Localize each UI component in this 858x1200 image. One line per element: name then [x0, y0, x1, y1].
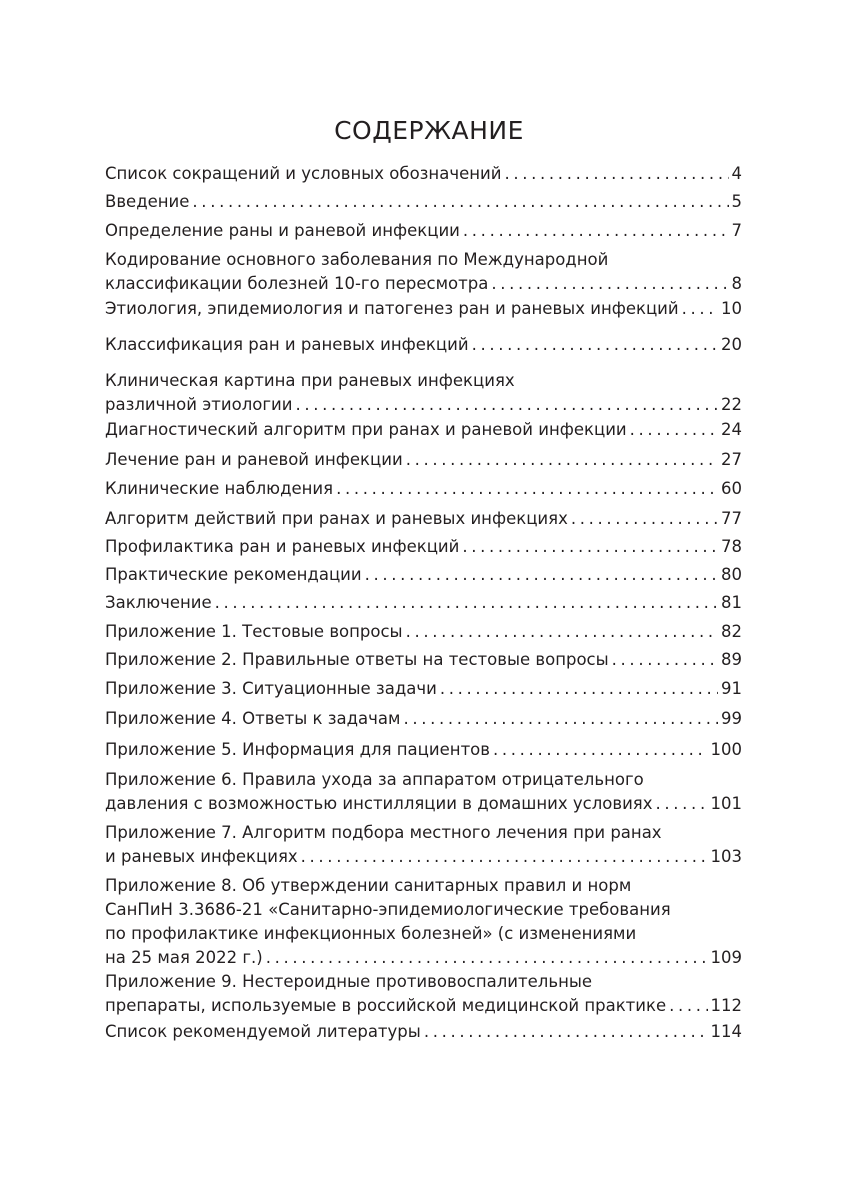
- dot-leader: [571, 507, 718, 531]
- dot-leader: [472, 333, 718, 357]
- toc-entry[interactable]: [105, 738, 742, 762]
- dot-leader: [192, 190, 728, 214]
- dot-leader: [406, 448, 718, 472]
- dot-leader: [462, 535, 718, 559]
- toc-entry-row: [105, 393, 742, 417]
- toc-entry[interactable]: [105, 297, 742, 321]
- toc-entry[interactable]: [105, 563, 742, 587]
- page-number: 81: [721, 593, 742, 612]
- toc-entry-row: [105, 1020, 742, 1044]
- toc-entry-title-line: Приложение 1. Тестовые вопросы: [105, 622, 403, 641]
- toc-entry-title-line: Приложение 9. Нестероидные противовоспалительные: [105, 972, 593, 991]
- toc-entry-row: [105, 845, 742, 869]
- toc-entry-title-line: Кодирование основного заболевания по Международной: [105, 250, 609, 269]
- toc-entry-row: [105, 648, 742, 672]
- toc-entry-title-line: давления с возможностью инстилляции в домашних условиях: [105, 794, 653, 813]
- toc-entry[interactable]: [105, 1020, 742, 1044]
- toc-entry-title-line: Список сокращений и условных обозначений: [105, 164, 502, 183]
- page-number: 99: [721, 709, 742, 728]
- toc-entry-row: [105, 477, 742, 501]
- toc-entry[interactable]: [105, 333, 742, 357]
- page-number: 7: [731, 221, 742, 240]
- toc-entry-title-line: Классификация ран и раневых инфекций: [105, 335, 469, 354]
- toc-entry-row: [105, 707, 742, 731]
- page-title: СОДЕРЖАНИЕ: [334, 116, 524, 145]
- toc-entry-title-line: Практические рекомендации: [105, 565, 362, 584]
- toc-entry-title-line: Список рекомендуемой литературы: [105, 1022, 421, 1041]
- dot-leader: [656, 792, 708, 816]
- page-number: 4: [731, 164, 742, 183]
- toc-entry-title-line: СанПиН 3.3686-21 «Санитарно-эпидемиологические требования: [105, 900, 671, 919]
- toc-entry-title-line: Клинические наблюдения: [105, 479, 334, 498]
- toc-entry-row: [105, 507, 742, 531]
- toc-entry-row: [105, 448, 742, 472]
- toc-entry-row: [105, 792, 742, 816]
- toc-entry-row: [105, 162, 742, 186]
- page-number: 80: [721, 565, 742, 584]
- toc-entry-row: [105, 190, 742, 214]
- toc-entry-title-line: Приложение 5. Информация для пациентов: [105, 740, 490, 759]
- dot-leader: [493, 738, 708, 762]
- toc-entry[interactable]: [105, 162, 742, 186]
- toc-entry[interactable]: [105, 970, 742, 1018]
- toc-entry-title-line: Алгоритм действий при ранах и раневых инфекциях: [105, 509, 568, 528]
- toc-entry[interactable]: [105, 768, 742, 816]
- dot-leader: [669, 994, 707, 1018]
- page-number: 24: [721, 420, 742, 439]
- page-number: 109: [710, 948, 742, 967]
- toc-entry-title-line: Приложение 4. Ответы к задачам: [105, 709, 401, 728]
- toc-entry-row: [105, 418, 742, 442]
- toc-entry[interactable]: [105, 369, 742, 417]
- dot-leader: [301, 845, 708, 869]
- dot-leader: [504, 162, 728, 186]
- dot-leader: [215, 591, 718, 615]
- toc-entry-row: [105, 738, 742, 762]
- toc-entry-row: [105, 994, 742, 1018]
- toc-entry-row: [105, 333, 742, 357]
- page-number: 112: [710, 996, 742, 1015]
- toc-entry[interactable]: [105, 418, 742, 442]
- toc-entry-row: [105, 272, 742, 296]
- page-number: 82: [721, 622, 742, 641]
- toc-entry-title-line: Приложение 3. Ситуационные задачи: [105, 679, 437, 698]
- toc-entry[interactable]: [105, 874, 742, 970]
- toc-entry-title-line: Клиническая картина при раневых инфекциях: [105, 371, 515, 390]
- page-number: 91: [721, 679, 742, 698]
- dot-leader: [336, 477, 718, 501]
- toc-entry-title-line: Введение: [105, 192, 190, 211]
- toc-entry-title-line: Этиология, эпидемиология и патогенез ран и раневых инфекций: [105, 299, 679, 318]
- toc-entry-row: [105, 219, 742, 243]
- toc-entry[interactable]: [105, 448, 742, 472]
- toc-entry-row: [105, 620, 742, 644]
- toc-entry-row: [105, 535, 742, 559]
- dot-leader: [682, 297, 718, 321]
- page-number: 101: [710, 794, 742, 813]
- page-number: 60: [721, 479, 742, 498]
- toc-entry-title-line: Диагностический алгоритм при ранах и раневой инфекции: [105, 420, 627, 439]
- toc-entry-row: [105, 297, 742, 321]
- dot-leader: [491, 272, 728, 296]
- page-number: 114: [710, 1022, 742, 1041]
- toc-entry-title-line: Приложение 2. Правильные ответы на тестовые вопросы: [105, 650, 609, 669]
- dot-leader: [440, 677, 718, 701]
- toc-entry-title-line: Приложение 8. Об утверждении санитарных правил и норм: [105, 876, 632, 895]
- dot-leader: [463, 219, 729, 243]
- page-number: 77: [721, 509, 742, 528]
- toc-entry[interactable]: [105, 477, 742, 501]
- toc-entry[interactable]: [105, 620, 742, 644]
- toc-entry[interactable]: [105, 648, 742, 672]
- dot-leader: [612, 648, 718, 672]
- toc-entry-title-line: Лечение ран и раневой инфекции: [105, 450, 403, 469]
- toc-entry-title-line: по профилактике инфекционных болезней» (с изменениями: [105, 924, 637, 943]
- page-number: 89: [721, 650, 742, 669]
- toc-entry[interactable]: [105, 677, 742, 701]
- toc-entry[interactable]: [105, 507, 742, 531]
- toc-entry[interactable]: [105, 591, 742, 615]
- toc-entry-row: [105, 946, 742, 970]
- dot-leader: [424, 1020, 708, 1044]
- toc-entry[interactable]: [105, 535, 742, 559]
- toc-entry-title-line: и раневых инфекциях: [105, 847, 298, 866]
- toc-entry-row: [105, 563, 742, 587]
- dot-leader: [266, 946, 708, 970]
- page-number: 10: [721, 299, 742, 318]
- page-number: 100: [710, 740, 742, 759]
- toc-entry[interactable]: [105, 219, 742, 243]
- toc-entry-title-line: Определение раны и раневой инфекции: [105, 221, 460, 240]
- toc-entry-title-line: классификации болезней 10-го пересмотра: [105, 274, 489, 293]
- toc-entry-title-line: Приложение 7. Алгоритм подбора местного лечения при ранах: [105, 823, 662, 842]
- toc-entry[interactable]: [105, 248, 742, 296]
- toc-entry-title-line: Профилактика ран и раневых инфекций: [105, 537, 460, 556]
- page-number: 27: [721, 450, 742, 469]
- page-number: 78: [721, 537, 742, 556]
- toc-entry-title-line: Приложение 6. Правила ухода за аппаратом отрицательного: [105, 770, 644, 789]
- page-number: 22: [721, 395, 742, 414]
- toc-entry-row: [105, 677, 742, 701]
- page-number: 5: [731, 192, 742, 211]
- dot-leader: [295, 393, 718, 417]
- dot-leader: [630, 418, 718, 442]
- toc-entry-title-line: Заключение: [105, 593, 212, 612]
- page-number: 20: [721, 335, 742, 354]
- toc-entry-title-line: препараты, используемые в российской медицинской практике: [105, 996, 667, 1015]
- dot-leader: [406, 620, 718, 644]
- toc-entry-row: [105, 591, 742, 615]
- toc-entry-title-line: различной этиологии: [105, 395, 293, 414]
- page-number: 103: [710, 847, 742, 866]
- toc-entry[interactable]: [105, 190, 742, 214]
- dot-leader: [403, 707, 718, 731]
- dot-leader: [365, 563, 718, 587]
- toc-entry[interactable]: [105, 707, 742, 731]
- page-number: 8: [731, 274, 742, 293]
- toc-entry-title-line: на 25 мая 2022 г.): [105, 948, 263, 967]
- toc-entry[interactable]: [105, 821, 742, 869]
